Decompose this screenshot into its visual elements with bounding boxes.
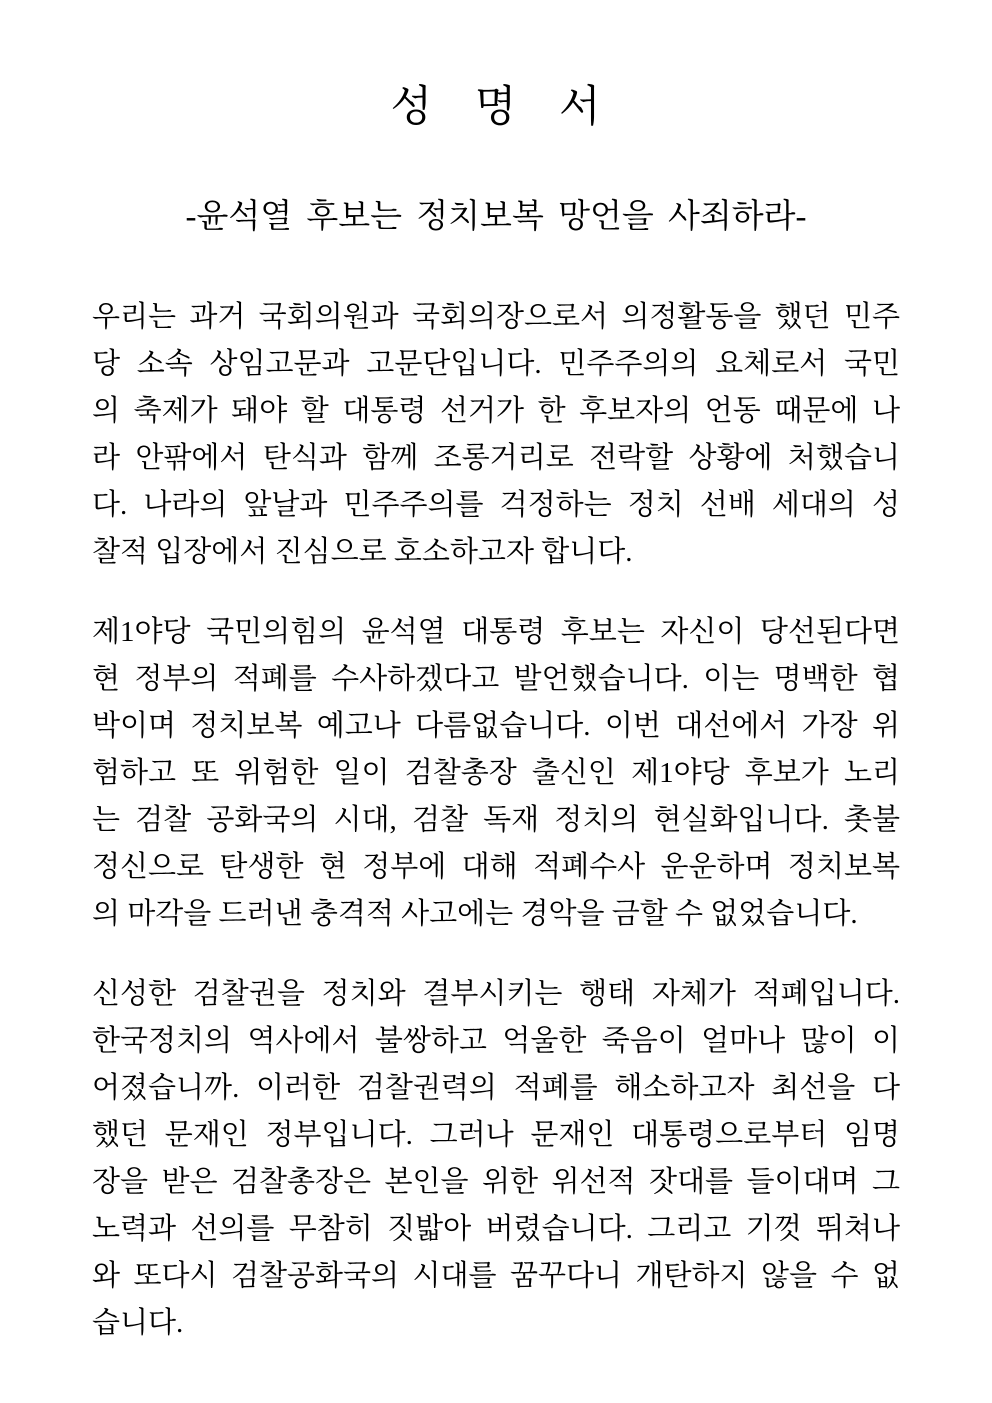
page-title: 성 명 서 — [390, 84, 602, 131]
paragraph-line: 와 또다시 검찰공화국의 시대를 꿈꾸다니 개탄하지 않을 수 없 — [92, 1260, 900, 1293]
paragraph-line: 했던 문재인 정부입니다. 그러나 문재인 대통령으로부터 임명 — [92, 1119, 900, 1152]
paragraph-line: 제1야당 국민의힘의 윤석열 대통령 후보는 자신이 당선된다면 — [92, 616, 900, 649]
paragraph-line: 우리는 과거 국회의원과 국회의장으로서 의정활동을 했던 민주 — [92, 301, 900, 334]
paragraph-line: 노력과 선의를 무참히 짓밟아 버렸습니다. 그리고 기껏 뛰쳐나 — [92, 1213, 900, 1246]
paragraph-line: 장을 받은 검찰총장은 본인을 위한 위선적 잣대를 들이대며 그 — [92, 1166, 900, 1199]
paragraph — [92, 609, 900, 938]
page-subtitle: -윤석열 후보는 정치보복 망언을 사죄하라- — [185, 198, 807, 235]
paragraph-line: 찰적 입장에서 진심으로 호소하고자 합니다. — [92, 536, 633, 569]
paragraph-line: 당 소속 상임고문과 고문단입니다. 민주주의의 요체로서 국민 — [92, 348, 900, 381]
paragraph-line: 습니다. — [92, 1307, 184, 1340]
paragraph-line: 험하고 또 위험한 일이 검찰총장 출신인 제1야당 후보가 노리 — [92, 757, 900, 790]
paragraph-line: 라 안팎에서 탄식과 함께 조롱거리로 전락할 상황에 처했습니 — [92, 442, 900, 475]
paragraph-line: 정신으로 탄생한 현 정부에 대해 적폐수사 운운하며 정치보복 — [92, 851, 900, 884]
paragraph-line: 는 검찰 공화국의 시대, 검찰 독재 정치의 현실화입니다. 촛불 — [92, 804, 900, 837]
paragraph — [92, 971, 900, 1347]
paragraph-line: 의 축제가 돼야 할 대통령 선거가 한 후보자의 언동 때문에 나 — [92, 395, 900, 428]
document-body — [92, 294, 900, 1347]
paragraph-line: 한국정치의 역사에서 불쌍하고 억울한 죽음이 얼마나 많이 이 — [92, 1025, 900, 1058]
paragraph-line: 신성한 검찰권을 정치와 결부시키는 행태 자체가 적폐입니다. — [92, 978, 900, 1011]
paragraph-line: 의 마각을 드러낸 충격적 사고에는 경악을 금할 수 없었습니다. — [92, 898, 858, 931]
paragraph — [92, 294, 900, 576]
paragraph-line: 박이며 정치보복 예고나 다름없습니다. 이번 대선에서 가장 위 — [92, 710, 900, 743]
paragraph-line: 다. 나라의 앞날과 민주주의를 걱정하는 정치 선배 세대의 성 — [92, 489, 900, 522]
paragraph-line: 현 정부의 적폐를 수사하겠다고 발언했습니다. 이는 명백한 협 — [92, 663, 900, 696]
paragraph-line: 어졌습니까. 이러한 검찰권력의 적폐를 해소하고자 최선을 다 — [92, 1072, 900, 1105]
